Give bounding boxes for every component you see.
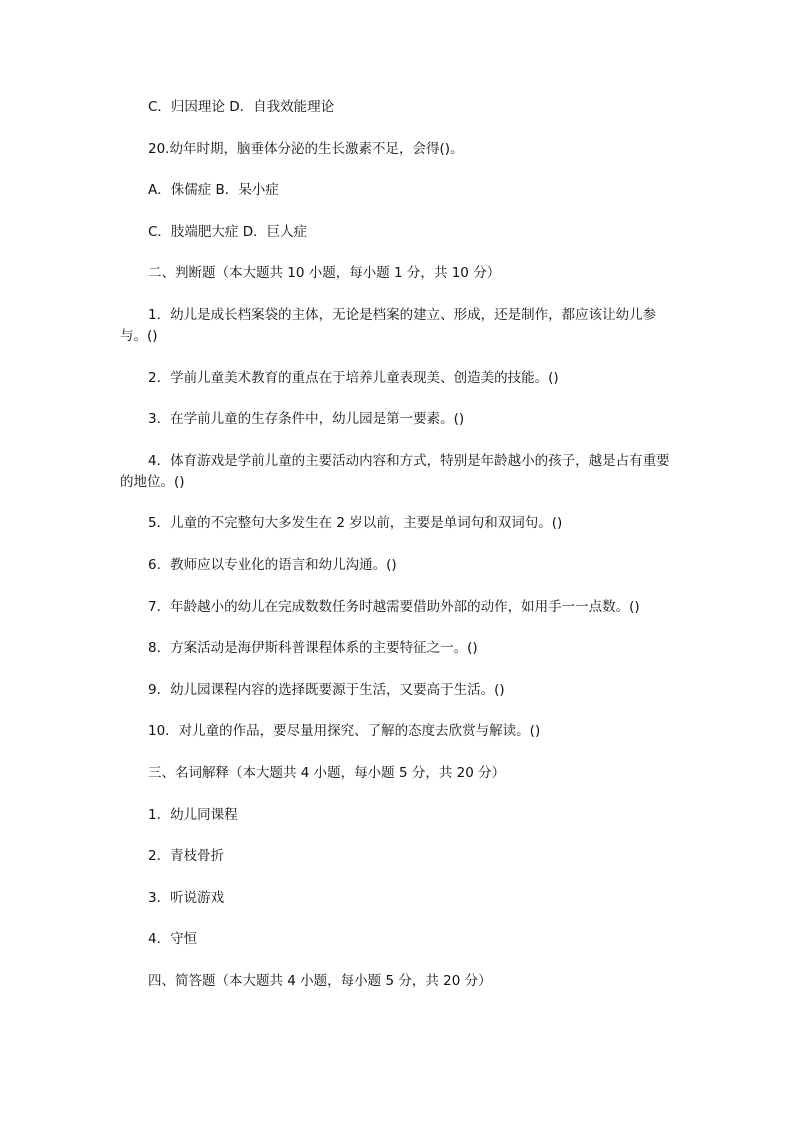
judgment-item: 6．教师应以专业化的语言和幼儿沟通。() (148, 556, 397, 573)
term-item: 2．青枝骨折 (148, 848, 225, 865)
section-heading-true-false: 二、判断题（本大题共 10 小题，每小题 1 分，共 10 分） (148, 265, 501, 282)
term-item: 3．听说游戏 (148, 889, 225, 906)
judgment-item: 1．幼儿是成长档案袋的主体，无论是档案的建立、形成，还是制作，都应该让幼儿参与。() (120, 306, 657, 344)
judgment-item: 9．幼儿园课程内容的选择既要源于生活，又要高于生活。() (148, 681, 505, 698)
judgment-item: 8．方案活动是海伊斯科普课程体系的主要特征之一。() (148, 640, 478, 657)
judgment-item: 3．在学前儿童的生存条件中，幼儿园是第一要素。() (148, 411, 465, 428)
term-item: 1．幼儿同课程 (148, 806, 238, 823)
judgment-item: 5．儿童的不完整句大多发生在 2 岁以前，主要是单词句和双词句。() (148, 515, 563, 532)
judgment-item: 4．体育游戏是学前儿童的主要活动内容和方式，特别是年龄越小的孩子，越是占有重要的地位。() (120, 452, 670, 490)
judgment-item: 7．年龄越小的幼儿在完成数数任务时越需要借助外部的动作，如用手一一点数。() (148, 598, 640, 615)
section-heading-terms: 三、名词解释（本大题共 4 小题，每小题 5 分，共 20 分） (148, 764, 506, 781)
judgment-item: 10．对儿童的作品，要尽量用探究、了解的态度去欣赏与解读。() (148, 723, 541, 740)
judgment-item: 2．学前儿童美术教育的重点在于培养儿童表现美、创造美的技能。() (148, 369, 559, 386)
term-item: 4．守恒 (148, 931, 198, 948)
question-20: 20.幼年时期，脑垂体分泌的生长激素不足，会得()。 (148, 140, 464, 157)
section-heading-short-answer: 四、简答题（本大题共 4 小题，每小题 5 分，共 20 分） (148, 972, 492, 989)
option-line: A．侏儒症 B．呆小症 (148, 182, 279, 199)
option-line: C．肢端肥大症 D．巨人症 (148, 223, 308, 240)
document-body (120, 97, 682, 1012)
option-line: C．归因理论 D．自我效能理论 (148, 99, 335, 115)
